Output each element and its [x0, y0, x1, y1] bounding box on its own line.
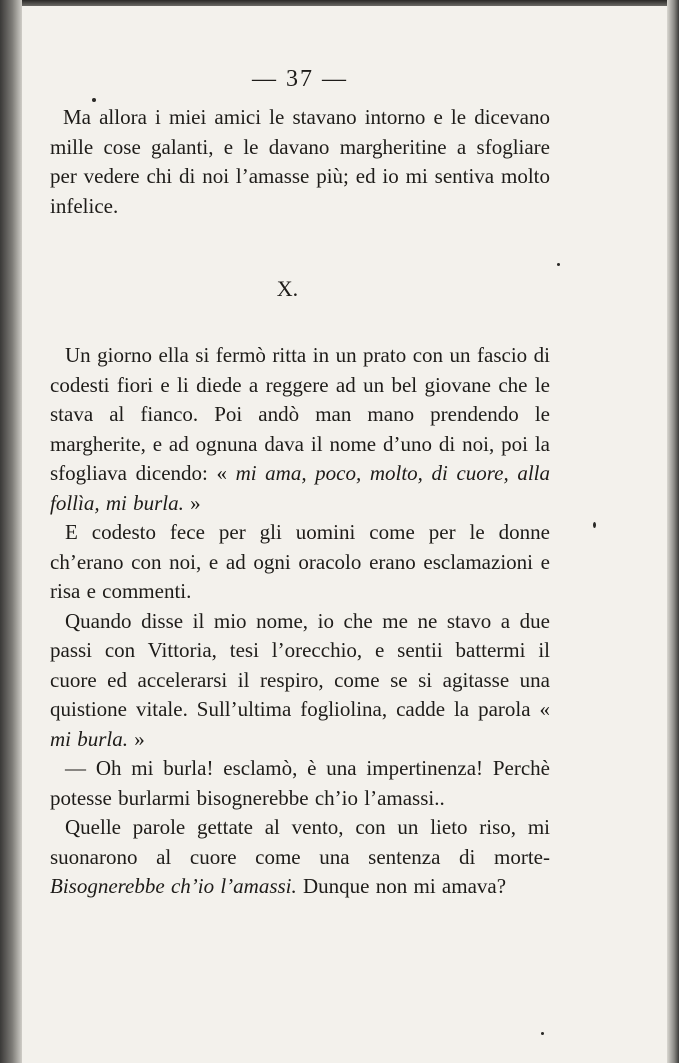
paragraph-1: Un giorno ella si fermò ritta in un prato con un fascio di codesti fiori e li diede a reggere ad un bel giovane che le stava al fianco. Poi andò man mano prendendo le margherite, e ad ognuna dava il nome d’uno di noi, poi la sfogliava dicendo: « mi ama, poco, molto, di cuore, alla follìa, mi burla. »	[50, 343, 550, 515]
section-heading: X.	[276, 276, 299, 301]
paragraph: Ma allora i miei amici le stavano intorno e le dicevano mille cose galanti, e le davano margheritine a sfogliare per vedere chi di noi l’amasse più; ed io mi sentiva molto infelice.	[50, 105, 550, 218]
scan-edge-top	[0, 0, 679, 6]
scan-edge-right	[667, 0, 679, 1063]
paragraph-5: Quelle parole gettate al vento, con un lieto riso, mi suonarono al cuore come una sentenza di morte- Bisognerebbe ch’io l’amassi. Dunque non mi amava?	[50, 815, 550, 898]
text-block-top	[50, 103, 550, 221]
paragraph-2: E codesto fece per gli uomini come per le donne ch’erano con noi, e ad ogni oracolo erano esclamazioni e risa e commenti.	[50, 520, 550, 603]
page-number: — 37 —	[252, 66, 348, 92]
paragraph-4: — Oh mi burla! esclamò, è una impertinenza! Perchè potesse burlarmi bisognerebbe ch’io l’amassi..	[50, 756, 550, 810]
print-speck	[541, 1032, 544, 1035]
paragraph-3: Quando disse il mio nome, io che me ne stavo a due passi con Vittoria, tesi l’orecchio, e sentii battermi il cuore ed accelerarsi il respiro, come se si agitasse una quistione vitale. Sull’ultima fogliolina, cadde la parola « mi burla. »	[50, 608, 550, 751]
print-speck	[92, 98, 96, 102]
print-speck	[557, 263, 560, 266]
print-speck	[593, 522, 596, 528]
text-block-main	[50, 341, 550, 902]
scan-edge-left	[0, 0, 22, 1063]
